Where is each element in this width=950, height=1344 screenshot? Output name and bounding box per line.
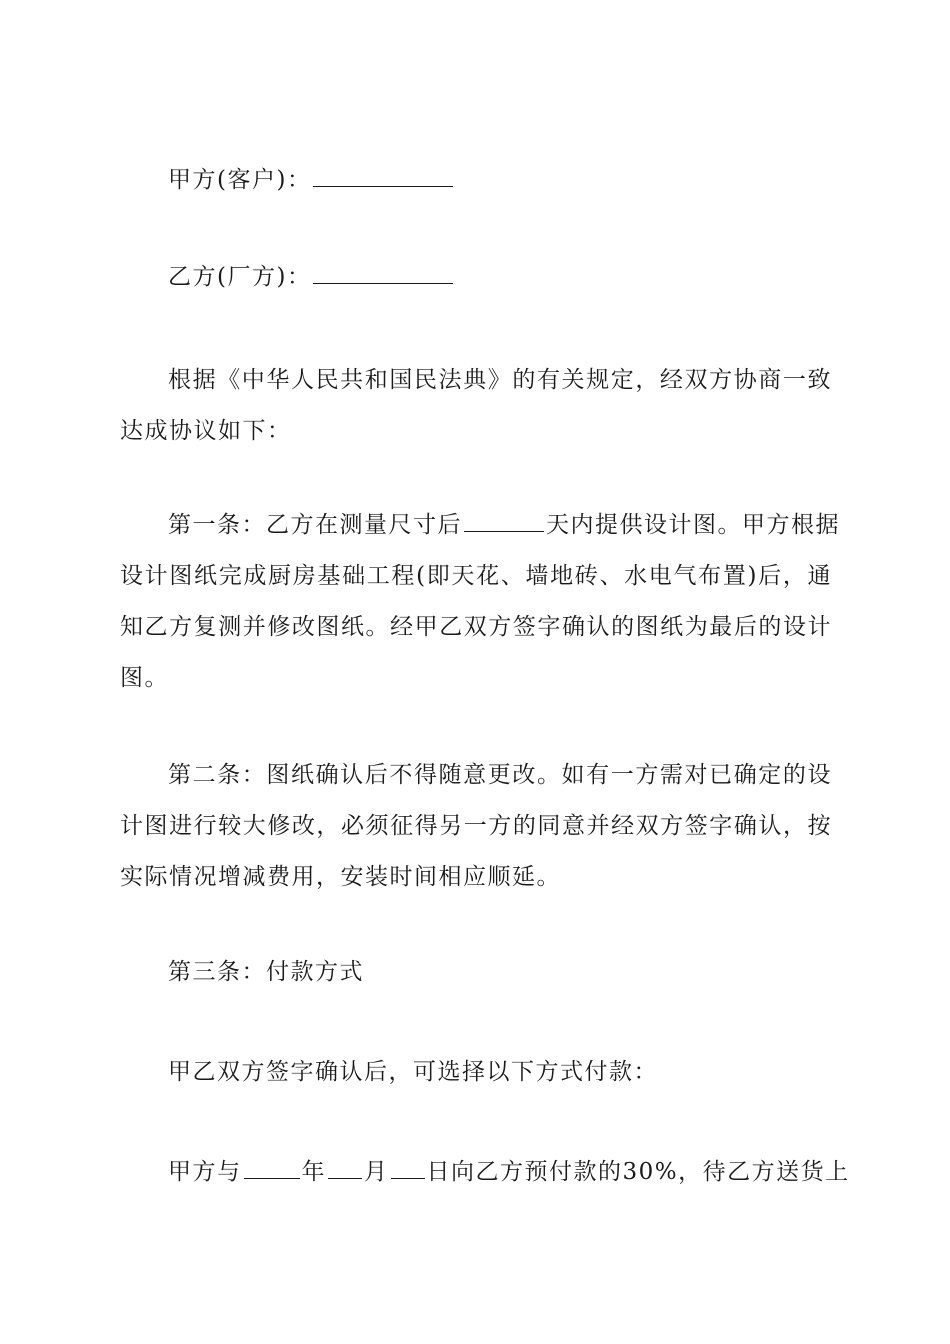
payment-month-label: 月 xyxy=(364,1159,389,1185)
article-2-line-1: 第二条：图纸确认后不得随意更改。如有一方需对已确定的设 xyxy=(168,762,832,788)
payment-text-a: 甲方与 xyxy=(168,1159,242,1185)
intro-paragraph xyxy=(120,355,832,457)
article-3-title: 第三条：付款方式 xyxy=(168,959,364,985)
article-2 xyxy=(120,750,832,903)
article-2-line-3: 实际情况增减费用，安装时间相应顺延。 xyxy=(120,864,561,890)
party-b-label: 乙方(厂方)： xyxy=(168,264,312,290)
article-1-days-blank xyxy=(464,509,544,532)
payment-year-label: 年 xyxy=(301,1159,326,1185)
intro-line-1: 根据《中华人民共和国民法典》的有关规定，经双方协商一致 xyxy=(168,367,832,393)
article-1-line-4: 图。 xyxy=(120,665,169,691)
article-1-line-3: 知乙方复测并修改图纸。经甲乙双方签字确认的图纸为最后的设计 xyxy=(120,614,832,640)
article-3-paragraph-2 xyxy=(120,1147,850,1198)
article-1-line-1-b: 天内提供设计图。甲方根据 xyxy=(546,512,840,538)
article-3-paragraph-1: 甲乙双方签字确认后，可选择以下方式付款： xyxy=(168,1059,658,1085)
party-a-blank xyxy=(313,164,453,187)
article-1-line-1-a: 第一条：乙方在测量尺寸后 xyxy=(168,512,462,538)
intro-line-2: 达成协议如下： xyxy=(120,418,292,444)
article-1-line-2: 设计图纸完成厨房基础工程(即天花、墙地砖、水电气布置)后，通 xyxy=(120,563,832,589)
article-1 xyxy=(120,500,840,704)
payment-text-b: 日向乙方预付款的30%，待乙方送货上 xyxy=(426,1159,850,1185)
party-b-blank xyxy=(313,261,453,284)
party-a-line xyxy=(120,155,832,206)
payment-year-blank xyxy=(244,1156,300,1179)
party-b-line xyxy=(120,252,832,303)
article-1-line-1 xyxy=(120,500,840,551)
party-a-label: 甲方(客户)： xyxy=(168,167,312,193)
article-3-paragraph-2-line-1 xyxy=(120,1147,850,1198)
payment-day-blank xyxy=(391,1156,425,1179)
article-2-line-2: 计图进行较大修改，必须征得另一方的同意并经双方签字确认，按 xyxy=(120,813,832,839)
payment-month-blank xyxy=(328,1156,362,1179)
